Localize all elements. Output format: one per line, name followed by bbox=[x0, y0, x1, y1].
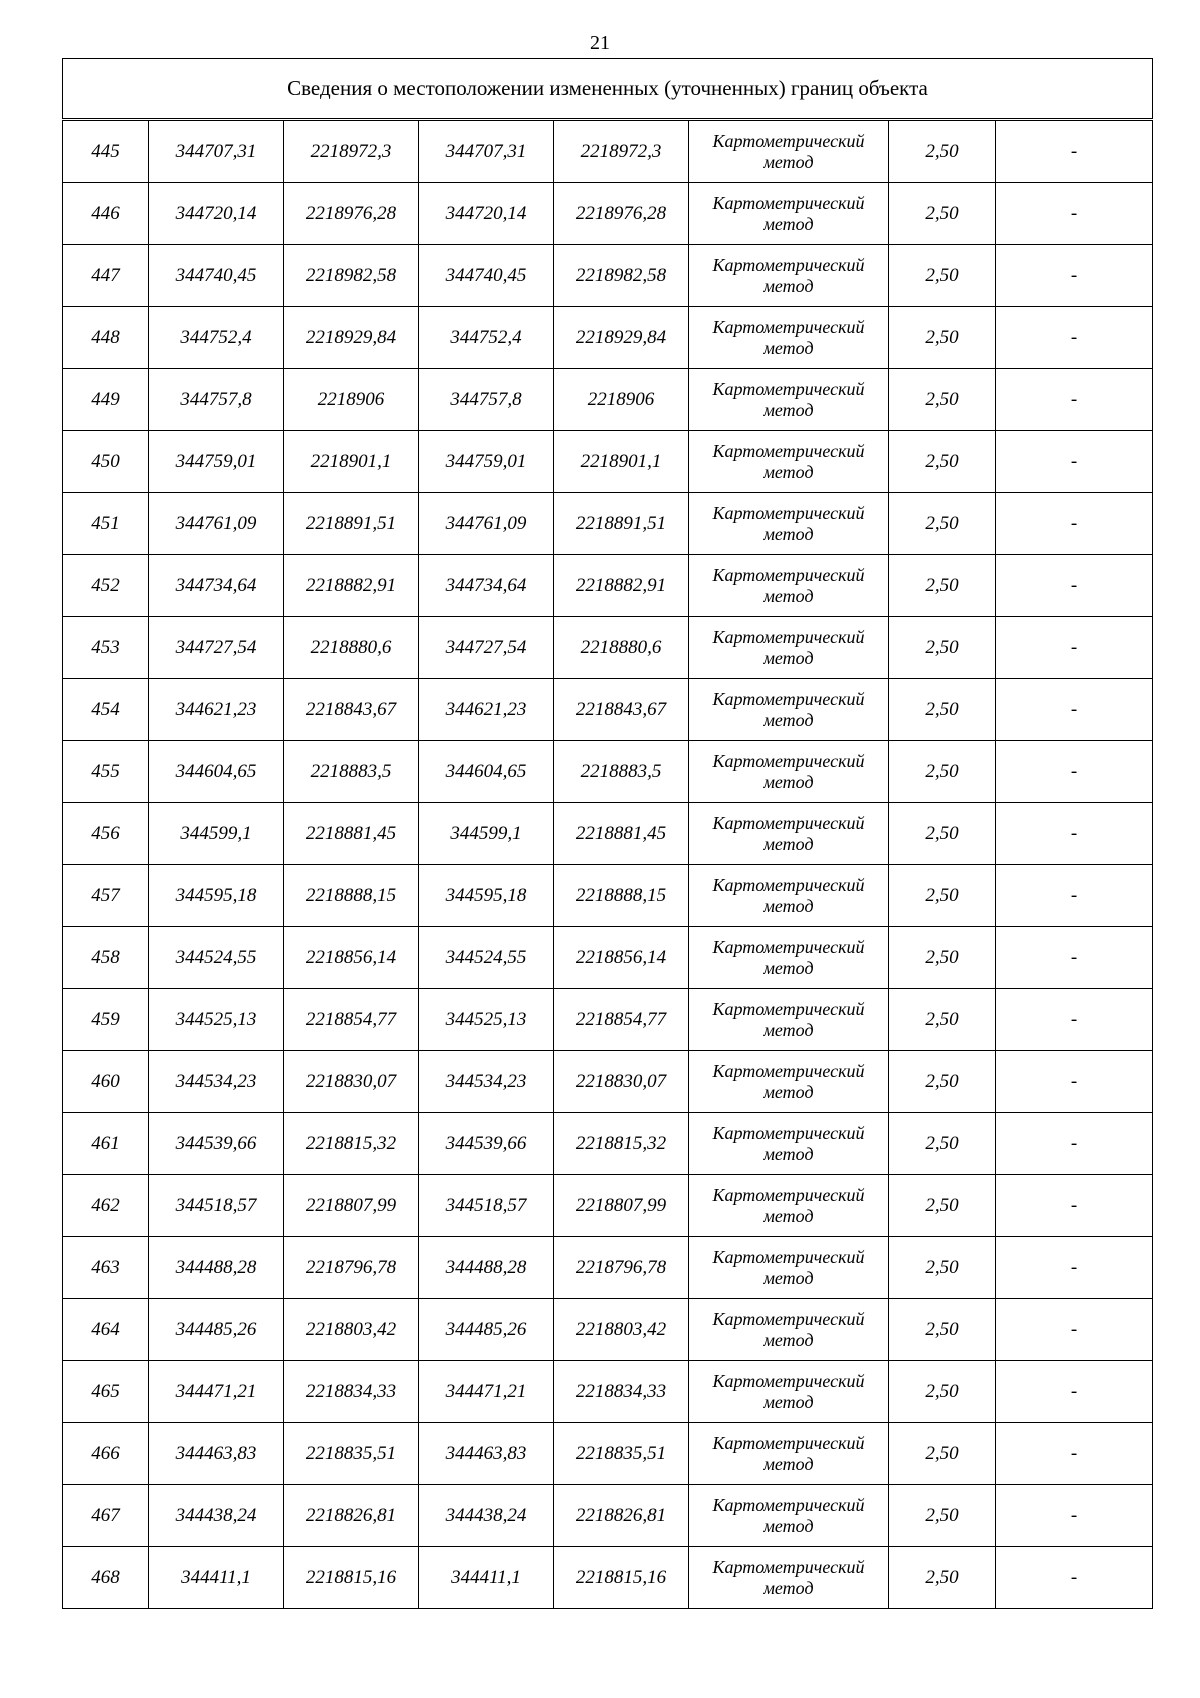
existing-y-cell: 2218834,33 bbox=[284, 1361, 419, 1423]
point-number-cell: 455 bbox=[63, 741, 149, 803]
refined-x-cell: 344411,1 bbox=[419, 1547, 554, 1609]
existing-x-cell: 344599,1 bbox=[149, 803, 284, 865]
method-line-2: метод bbox=[763, 1453, 814, 1474]
accuracy-cell: 2,50 bbox=[889, 1237, 996, 1299]
method-line-1: Картометрический bbox=[712, 688, 865, 709]
table-row bbox=[63, 245, 1153, 307]
refined-x-cell: 344524,55 bbox=[419, 927, 554, 989]
point-number-cell: 453 bbox=[63, 617, 149, 679]
refined-y-cell: 2218982,58 bbox=[554, 245, 689, 307]
note-cell: - bbox=[996, 1113, 1153, 1175]
point-number-cell: 465 bbox=[63, 1361, 149, 1423]
note-cell: - bbox=[996, 183, 1153, 245]
note-cell: - bbox=[996, 1485, 1153, 1547]
refined-y-cell: 2218815,32 bbox=[554, 1113, 689, 1175]
method-line-1: Картометрический bbox=[712, 440, 865, 461]
method-cell bbox=[689, 1423, 889, 1485]
method-line-2: метод bbox=[763, 1143, 814, 1164]
refined-y-cell: 2218854,77 bbox=[554, 989, 689, 1051]
refined-x-cell: 344707,31 bbox=[419, 120, 554, 183]
point-number-cell: 461 bbox=[63, 1113, 149, 1175]
point-number-cell: 452 bbox=[63, 555, 149, 617]
refined-x-cell: 344534,23 bbox=[419, 1051, 554, 1113]
table-title-row bbox=[63, 59, 1153, 120]
existing-x-cell: 344411,1 bbox=[149, 1547, 284, 1609]
method-cell bbox=[689, 1113, 889, 1175]
method-line-1: Картометрический bbox=[712, 750, 865, 771]
accuracy-cell: 2,50 bbox=[889, 1051, 996, 1113]
refined-x-cell: 344604,65 bbox=[419, 741, 554, 803]
method-cell bbox=[689, 1485, 889, 1547]
table-row bbox=[63, 617, 1153, 679]
table-row bbox=[63, 803, 1153, 865]
method-cell bbox=[689, 120, 889, 183]
point-number-cell: 446 bbox=[63, 183, 149, 245]
refined-x-cell: 344740,45 bbox=[419, 245, 554, 307]
refined-y-cell: 2218901,1 bbox=[554, 431, 689, 493]
existing-x-cell: 344740,45 bbox=[149, 245, 284, 307]
accuracy-cell: 2,50 bbox=[889, 1299, 996, 1361]
existing-y-cell: 2218976,28 bbox=[284, 183, 419, 245]
accuracy-cell: 2,50 bbox=[889, 493, 996, 555]
note-cell: - bbox=[996, 865, 1153, 927]
method-line-2: метод bbox=[763, 1329, 814, 1350]
refined-y-cell: 2218881,45 bbox=[554, 803, 689, 865]
point-number-cell: 464 bbox=[63, 1299, 149, 1361]
existing-y-cell: 2218854,77 bbox=[284, 989, 419, 1051]
point-number-cell: 448 bbox=[63, 307, 149, 369]
method-line-2: метод bbox=[763, 337, 814, 358]
refined-y-cell: 2218880,6 bbox=[554, 617, 689, 679]
method-line-1: Картометрический bbox=[712, 192, 865, 213]
table-row bbox=[63, 927, 1153, 989]
accuracy-cell: 2,50 bbox=[889, 120, 996, 183]
method-line-1: Картометрический bbox=[712, 254, 865, 275]
point-number-cell: 450 bbox=[63, 431, 149, 493]
refined-y-cell: 2218891,51 bbox=[554, 493, 689, 555]
note-cell: - bbox=[996, 1051, 1153, 1113]
note-cell: - bbox=[996, 1547, 1153, 1609]
refined-x-cell: 344759,01 bbox=[419, 431, 554, 493]
method-cell bbox=[689, 679, 889, 741]
method-line-2: метод bbox=[763, 1577, 814, 1598]
method-line-1: Картометрический bbox=[712, 998, 865, 1019]
method-line-1: Картометрический bbox=[712, 1494, 865, 1515]
point-number-cell: 449 bbox=[63, 369, 149, 431]
method-line-1: Картометрический bbox=[712, 1184, 865, 1205]
table-row bbox=[63, 431, 1153, 493]
existing-x-cell: 344525,13 bbox=[149, 989, 284, 1051]
method-line-1: Картометрический bbox=[712, 1370, 865, 1391]
table-row bbox=[63, 493, 1153, 555]
method-cell bbox=[689, 555, 889, 617]
method-line-1: Картометрический bbox=[712, 1308, 865, 1329]
point-number-cell: 468 bbox=[63, 1547, 149, 1609]
method-line-2: метод bbox=[763, 1515, 814, 1536]
existing-x-cell: 344761,09 bbox=[149, 493, 284, 555]
method-line-2: метод bbox=[763, 585, 814, 606]
existing-y-cell: 2218882,91 bbox=[284, 555, 419, 617]
method-cell bbox=[689, 245, 889, 307]
method-line-1: Картометрический bbox=[712, 316, 865, 337]
method-cell bbox=[689, 1051, 889, 1113]
note-cell: - bbox=[996, 1361, 1153, 1423]
method-cell bbox=[689, 927, 889, 989]
existing-x-cell: 344752,4 bbox=[149, 307, 284, 369]
refined-y-cell: 2218803,42 bbox=[554, 1299, 689, 1361]
refined-y-cell: 2218796,78 bbox=[554, 1237, 689, 1299]
existing-x-cell: 344488,28 bbox=[149, 1237, 284, 1299]
refined-y-cell: 2218882,91 bbox=[554, 555, 689, 617]
existing-y-cell: 2218929,84 bbox=[284, 307, 419, 369]
note-cell: - bbox=[996, 1237, 1153, 1299]
method-cell bbox=[689, 989, 889, 1051]
table-row bbox=[63, 989, 1153, 1051]
note-cell: - bbox=[996, 1423, 1153, 1485]
method-line-2: метод bbox=[763, 399, 814, 420]
method-line-1: Картометрический bbox=[712, 1246, 865, 1267]
existing-x-cell: 344485,26 bbox=[149, 1299, 284, 1361]
point-number-cell: 460 bbox=[63, 1051, 149, 1113]
table-row bbox=[63, 369, 1153, 431]
method-line-2: метод bbox=[763, 523, 814, 544]
method-line-2: метод bbox=[763, 213, 814, 234]
refined-x-cell: 344438,24 bbox=[419, 1485, 554, 1547]
accuracy-cell: 2,50 bbox=[889, 617, 996, 679]
refined-y-cell: 2218830,07 bbox=[554, 1051, 689, 1113]
method-line-2: метод bbox=[763, 1391, 814, 1412]
accuracy-cell: 2,50 bbox=[889, 1175, 996, 1237]
page-number: 21 bbox=[590, 32, 610, 54]
refined-y-cell: 2218972,3 bbox=[554, 120, 689, 183]
note-cell: - bbox=[996, 431, 1153, 493]
table-row bbox=[63, 865, 1153, 927]
table-row bbox=[63, 1113, 1153, 1175]
refined-x-cell: 344720,14 bbox=[419, 183, 554, 245]
method-cell bbox=[689, 1175, 889, 1237]
existing-y-cell: 2218982,58 bbox=[284, 245, 419, 307]
refined-y-cell: 2218843,67 bbox=[554, 679, 689, 741]
existing-x-cell: 344759,01 bbox=[149, 431, 284, 493]
note-cell: - bbox=[996, 245, 1153, 307]
method-line-2: метод bbox=[763, 461, 814, 482]
refined-x-cell: 344463,83 bbox=[419, 1423, 554, 1485]
method-cell bbox=[689, 617, 889, 679]
point-number-cell: 466 bbox=[63, 1423, 149, 1485]
accuracy-cell: 2,50 bbox=[889, 1113, 996, 1175]
method-line-1: Картометрический bbox=[712, 812, 865, 833]
method-line-2: метод bbox=[763, 1081, 814, 1102]
refined-y-cell: 2218976,28 bbox=[554, 183, 689, 245]
point-number-cell: 467 bbox=[63, 1485, 149, 1547]
method-line-2: метод bbox=[763, 771, 814, 792]
accuracy-cell: 2,50 bbox=[889, 741, 996, 803]
existing-y-cell: 2218796,78 bbox=[284, 1237, 419, 1299]
table-row bbox=[63, 1299, 1153, 1361]
method-line-1: Картометрический bbox=[712, 1060, 865, 1081]
refined-y-cell: 2218888,15 bbox=[554, 865, 689, 927]
existing-y-cell: 2218880,6 bbox=[284, 617, 419, 679]
table-row bbox=[63, 183, 1153, 245]
note-cell: - bbox=[996, 927, 1153, 989]
note-cell: - bbox=[996, 617, 1153, 679]
method-line-2: метод bbox=[763, 1205, 814, 1226]
existing-x-cell: 344734,64 bbox=[149, 555, 284, 617]
note-cell: - bbox=[996, 741, 1153, 803]
refined-x-cell: 344485,26 bbox=[419, 1299, 554, 1361]
existing-x-cell: 344463,83 bbox=[149, 1423, 284, 1485]
point-number-cell: 454 bbox=[63, 679, 149, 741]
table-title: Сведения о местоположении измененных (уточненных) границ объекта bbox=[63, 59, 1153, 120]
existing-y-cell: 2218972,3 bbox=[284, 120, 419, 183]
refined-x-cell: 344488,28 bbox=[419, 1237, 554, 1299]
method-cell bbox=[689, 865, 889, 927]
point-number-cell: 445 bbox=[63, 120, 149, 183]
method-cell bbox=[689, 369, 889, 431]
note-cell: - bbox=[996, 493, 1153, 555]
method-line-2: метод bbox=[763, 895, 814, 916]
refined-y-cell: 2218834,33 bbox=[554, 1361, 689, 1423]
point-number-cell: 456 bbox=[63, 803, 149, 865]
accuracy-cell: 2,50 bbox=[889, 1361, 996, 1423]
table-row bbox=[63, 1423, 1153, 1485]
accuracy-cell: 2,50 bbox=[889, 307, 996, 369]
refined-x-cell: 344525,13 bbox=[419, 989, 554, 1051]
method-cell bbox=[689, 1361, 889, 1423]
accuracy-cell: 2,50 bbox=[889, 1423, 996, 1485]
table-row bbox=[63, 679, 1153, 741]
method-cell bbox=[689, 1299, 889, 1361]
method-line-1: Картометрический bbox=[712, 874, 865, 895]
existing-x-cell: 344539,66 bbox=[149, 1113, 284, 1175]
method-line-1: Картометрический bbox=[712, 1432, 865, 1453]
method-cell bbox=[689, 803, 889, 865]
point-number-cell: 451 bbox=[63, 493, 149, 555]
point-number-cell: 462 bbox=[63, 1175, 149, 1237]
existing-y-cell: 2218815,16 bbox=[284, 1547, 419, 1609]
table-row bbox=[63, 1051, 1153, 1113]
table-row bbox=[63, 1175, 1153, 1237]
accuracy-cell: 2,50 bbox=[889, 679, 996, 741]
existing-x-cell: 344727,54 bbox=[149, 617, 284, 679]
existing-x-cell: 344518,57 bbox=[149, 1175, 284, 1237]
existing-x-cell: 344604,65 bbox=[149, 741, 284, 803]
refined-x-cell: 344727,54 bbox=[419, 617, 554, 679]
refined-y-cell: 2218929,84 bbox=[554, 307, 689, 369]
existing-y-cell: 2218815,32 bbox=[284, 1113, 419, 1175]
accuracy-cell: 2,50 bbox=[889, 431, 996, 493]
accuracy-cell: 2,50 bbox=[889, 989, 996, 1051]
table-row bbox=[63, 1485, 1153, 1547]
refined-y-cell: 2218883,5 bbox=[554, 741, 689, 803]
method-line-2: метод bbox=[763, 957, 814, 978]
existing-y-cell: 2218891,51 bbox=[284, 493, 419, 555]
refined-x-cell: 344539,66 bbox=[419, 1113, 554, 1175]
method-cell bbox=[689, 741, 889, 803]
refined-x-cell: 344595,18 bbox=[419, 865, 554, 927]
method-line-1: Картометрический bbox=[712, 564, 865, 585]
existing-x-cell: 344471,21 bbox=[149, 1361, 284, 1423]
note-cell: - bbox=[996, 120, 1153, 183]
method-cell bbox=[689, 307, 889, 369]
existing-x-cell: 344595,18 bbox=[149, 865, 284, 927]
accuracy-cell: 2,50 bbox=[889, 865, 996, 927]
existing-y-cell: 2218830,07 bbox=[284, 1051, 419, 1113]
accuracy-cell: 2,50 bbox=[889, 1485, 996, 1547]
existing-x-cell: 344534,23 bbox=[149, 1051, 284, 1113]
existing-x-cell: 344707,31 bbox=[149, 120, 284, 183]
boundary-coordinates-table bbox=[62, 58, 1153, 1609]
method-line-1: Картометрический bbox=[712, 1556, 865, 1577]
method-line-2: метод bbox=[763, 275, 814, 296]
existing-y-cell: 2218906 bbox=[284, 369, 419, 431]
method-line-2: метод bbox=[763, 833, 814, 854]
method-line-1: Картометрический bbox=[712, 626, 865, 647]
existing-x-cell: 344757,8 bbox=[149, 369, 284, 431]
table-row bbox=[63, 1547, 1153, 1609]
refined-y-cell: 2218815,16 bbox=[554, 1547, 689, 1609]
point-number-cell: 457 bbox=[63, 865, 149, 927]
note-cell: - bbox=[996, 679, 1153, 741]
method-cell bbox=[689, 1547, 889, 1609]
refined-x-cell: 344757,8 bbox=[419, 369, 554, 431]
refined-y-cell: 2218807,99 bbox=[554, 1175, 689, 1237]
existing-y-cell: 2218807,99 bbox=[284, 1175, 419, 1237]
refined-x-cell: 344761,09 bbox=[419, 493, 554, 555]
point-number-cell: 458 bbox=[63, 927, 149, 989]
accuracy-cell: 2,50 bbox=[889, 245, 996, 307]
existing-x-cell: 344720,14 bbox=[149, 183, 284, 245]
note-cell: - bbox=[996, 369, 1153, 431]
note-cell: - bbox=[996, 1175, 1153, 1237]
existing-y-cell: 2218856,14 bbox=[284, 927, 419, 989]
method-line-1: Картометрический bbox=[712, 1122, 865, 1143]
method-line-1: Картометрический bbox=[712, 502, 865, 523]
accuracy-cell: 2,50 bbox=[889, 803, 996, 865]
refined-y-cell: 2218835,51 bbox=[554, 1423, 689, 1485]
point-number-cell: 447 bbox=[63, 245, 149, 307]
refined-x-cell: 344621,23 bbox=[419, 679, 554, 741]
accuracy-cell: 2,50 bbox=[889, 1547, 996, 1609]
point-number-cell: 459 bbox=[63, 989, 149, 1051]
method-line-2: метод bbox=[763, 709, 814, 730]
method-line-2: метод bbox=[763, 151, 814, 172]
point-number-cell: 463 bbox=[63, 1237, 149, 1299]
note-cell: - bbox=[996, 555, 1153, 617]
existing-y-cell: 2218826,81 bbox=[284, 1485, 419, 1547]
method-line-2: метод bbox=[763, 1267, 814, 1288]
method-line-1: Картометрический bbox=[712, 130, 865, 151]
table-row bbox=[63, 555, 1153, 617]
table-row bbox=[63, 120, 1153, 183]
method-line-2: метод bbox=[763, 647, 814, 668]
method-line-1: Картометрический bbox=[712, 936, 865, 957]
refined-y-cell: 2218906 bbox=[554, 369, 689, 431]
existing-x-cell: 344524,55 bbox=[149, 927, 284, 989]
existing-y-cell: 2218901,1 bbox=[284, 431, 419, 493]
existing-y-cell: 2218881,45 bbox=[284, 803, 419, 865]
note-cell: - bbox=[996, 989, 1153, 1051]
method-cell bbox=[689, 493, 889, 555]
table-row bbox=[63, 1237, 1153, 1299]
refined-x-cell: 344471,21 bbox=[419, 1361, 554, 1423]
note-cell: - bbox=[996, 307, 1153, 369]
existing-y-cell: 2218843,67 bbox=[284, 679, 419, 741]
refined-y-cell: 2218826,81 bbox=[554, 1485, 689, 1547]
refined-y-cell: 2218856,14 bbox=[554, 927, 689, 989]
method-cell bbox=[689, 1237, 889, 1299]
refined-x-cell: 344734,64 bbox=[419, 555, 554, 617]
existing-y-cell: 2218888,15 bbox=[284, 865, 419, 927]
accuracy-cell: 2,50 bbox=[889, 555, 996, 617]
existing-x-cell: 344438,24 bbox=[149, 1485, 284, 1547]
existing-y-cell: 2218883,5 bbox=[284, 741, 419, 803]
refined-x-cell: 344599,1 bbox=[419, 803, 554, 865]
table-row bbox=[63, 1361, 1153, 1423]
method-line-2: метод bbox=[763, 1019, 814, 1040]
note-cell: - bbox=[996, 1299, 1153, 1361]
accuracy-cell: 2,50 bbox=[889, 369, 996, 431]
existing-x-cell: 344621,23 bbox=[149, 679, 284, 741]
method-cell bbox=[689, 183, 889, 245]
refined-x-cell: 344752,4 bbox=[419, 307, 554, 369]
note-cell: - bbox=[996, 803, 1153, 865]
table-row bbox=[63, 307, 1153, 369]
refined-x-cell: 344518,57 bbox=[419, 1175, 554, 1237]
accuracy-cell: 2,50 bbox=[889, 927, 996, 989]
method-line-1: Картометрический bbox=[712, 378, 865, 399]
table-row bbox=[63, 741, 1153, 803]
existing-y-cell: 2218803,42 bbox=[284, 1299, 419, 1361]
accuracy-cell: 2,50 bbox=[889, 183, 996, 245]
method-cell bbox=[689, 431, 889, 493]
existing-y-cell: 2218835,51 bbox=[284, 1423, 419, 1485]
